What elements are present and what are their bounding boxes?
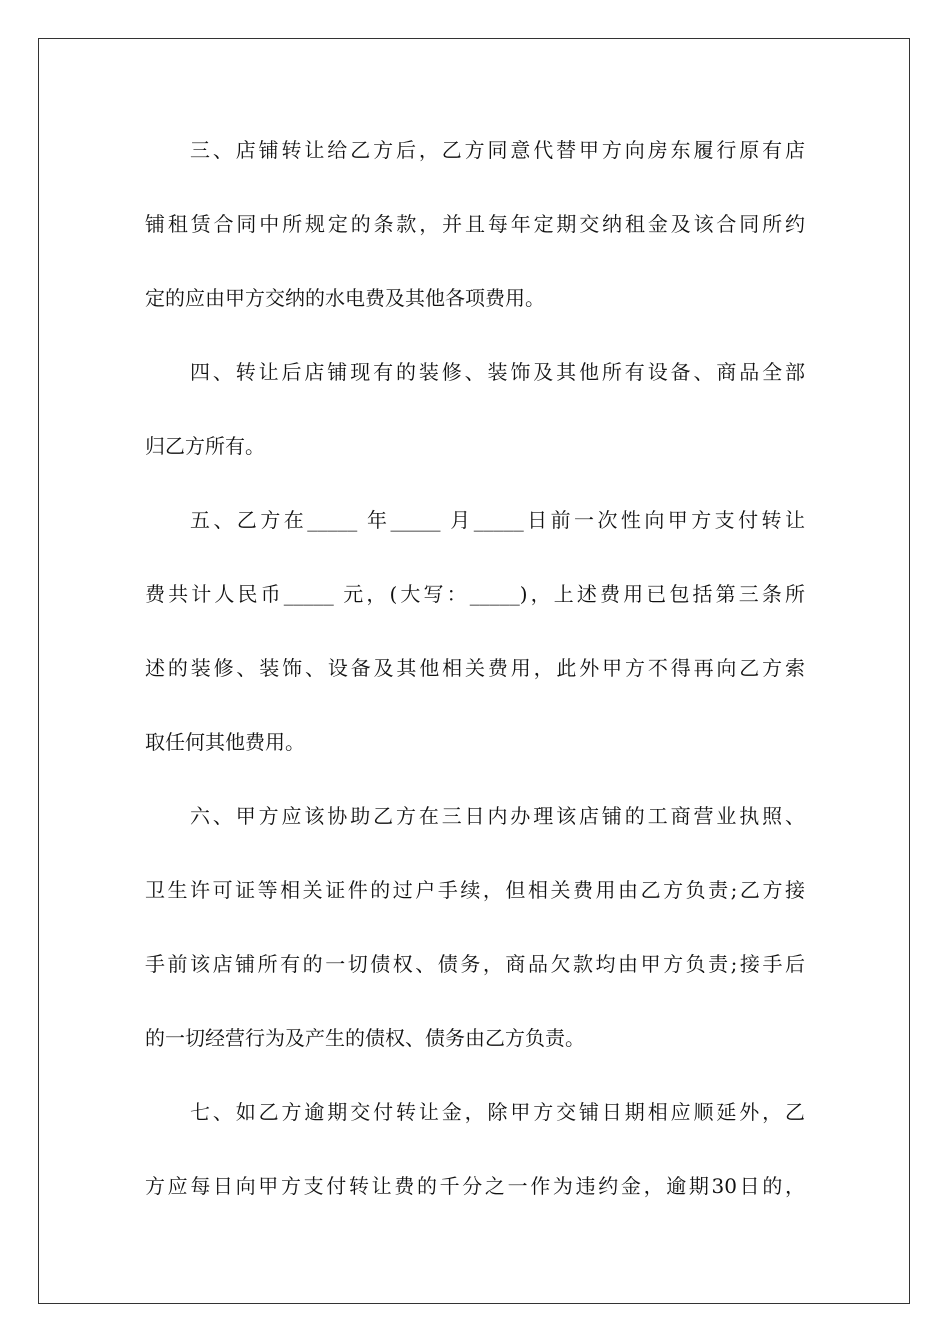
clause-4-line-1: 四、转让后店铺现有的装修、装饰及其他所有设备、商品全部 xyxy=(190,360,805,384)
clause-5-paragraph xyxy=(145,495,805,791)
clause-3-line-1: 三、店铺转让给乙方后，乙方同意代替甲方向房东履行原有店 xyxy=(190,138,805,162)
clause-3-paragraph xyxy=(145,125,805,347)
clause-3-line-3: 定的应由甲方交纳的水电费及其他各项费用。 xyxy=(145,286,545,310)
clause-4-line-2: 归乙方所有。 xyxy=(145,434,265,458)
clause-6-line-4: 的一切经营行为及产生的债权、债务由乙方负责。 xyxy=(145,1026,585,1050)
clause-7-line-1: 七、如乙方逾期交付转让金，除甲方交铺日期相应顺延外，乙 xyxy=(190,1100,805,1124)
clause-3-line-2: 铺租赁合同中所规定的条款，并且每年定期交纳租金及该合同所约 xyxy=(145,212,805,236)
clause-5-line-1: 五、乙方在_____ 年_____ 月_____日前一次性向甲方支付转让 xyxy=(190,508,805,532)
clause-7-line-2: 方应每日向甲方支付转让费的千分之一作为违约金，逾期30日的， xyxy=(145,1174,805,1198)
clause-6-line-2: 卫生许可证等相关证件的过户手续，但相关费用由乙方负责;乙方接 xyxy=(145,878,805,902)
clause-7-paragraph xyxy=(145,1087,805,1235)
clause-6-line-3: 手前该店铺所有的一切债权、债务，商品欠款均由甲方负责;接手后 xyxy=(145,952,805,976)
clause-6-line-1: 六、甲方应该协助乙方在三日内办理该店铺的工商营业执照、 xyxy=(190,804,805,828)
document-body xyxy=(145,125,805,1235)
clause-5-line-3: 述的装修、装饰、设备及其他相关费用，此外甲方不得再向乙方索 xyxy=(145,656,805,680)
clause-5-line-4: 取任何其他费用。 xyxy=(145,730,305,754)
clause-4-paragraph xyxy=(145,347,805,495)
clause-5-line-2: 费共计人民币_____ 元，(大写：_____)，上述费用已包括第三条所 xyxy=(145,582,805,606)
clause-6-paragraph xyxy=(145,791,805,1087)
